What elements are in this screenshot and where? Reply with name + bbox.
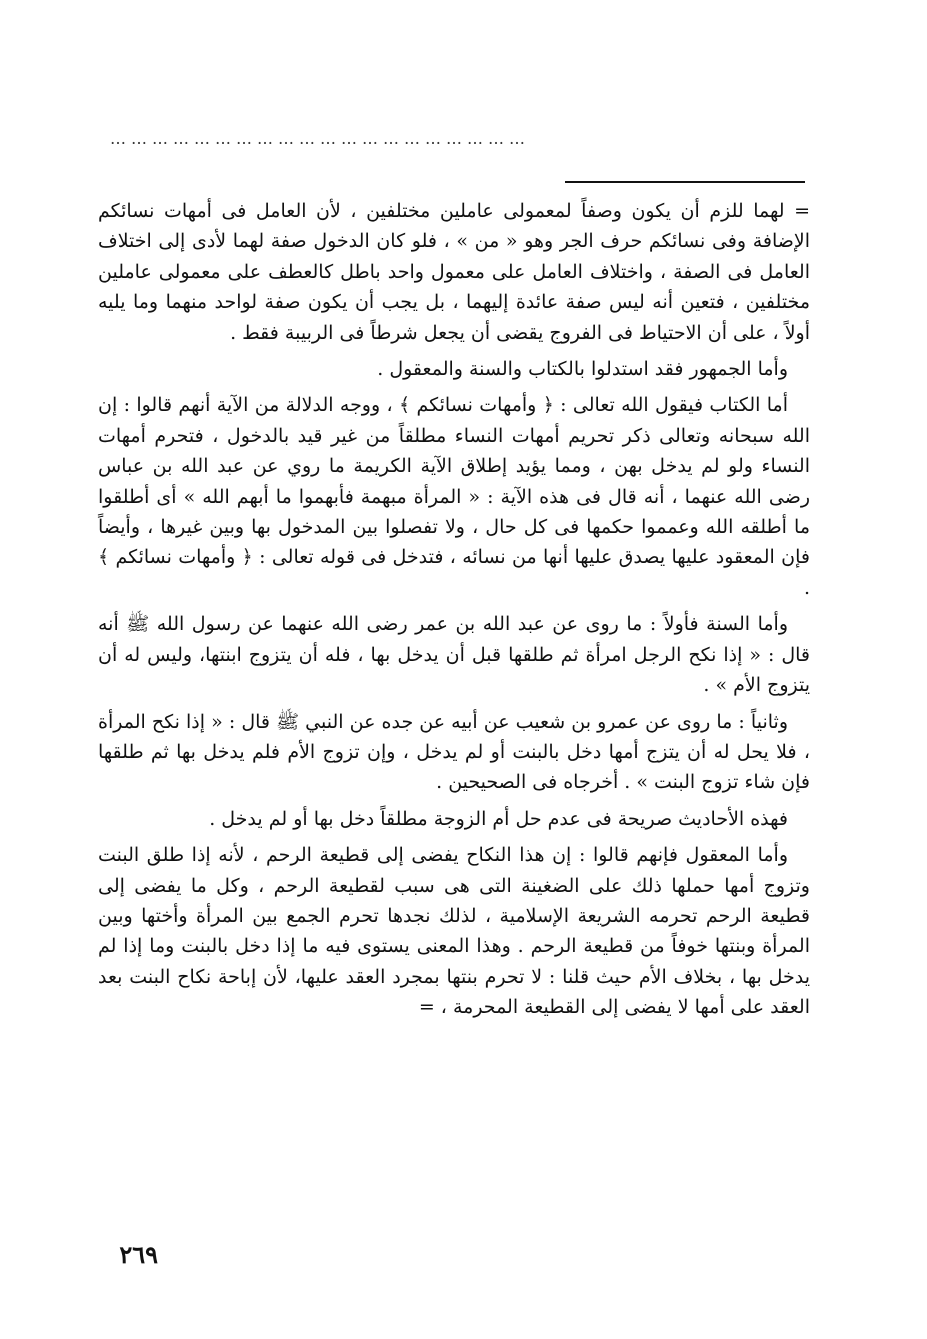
- page-number: ٢٦٩: [119, 1240, 158, 1269]
- paragraph-kitab: أما الكتاب فيقول الله تعالى : ﴿ وأمهات نسائكم ﴾ ، ووجه الدلالة من الآية أنهم قالوا : إن الله سبحانه وتعالى ذكر تحريم أمهات النساء مطلقاً من غير قيد بالدخول ، فتحرم أمهات النساء ولو لم يدخل بهن ، ومما يؤيد إطلاق الآية الكريمة ما روي عن عبد الله بن عباس رضى الله عنهما ، أنه قال فى هذه الآية : « المرأة مبهمة فأبهموا ما أبهم الله » أى أطلقوا ما أطلقه الله وعمموا حكمها فى كل حال ، ولا تفصلوا بين المدخول بها وبين غيرها ، وأيضاً فإن المعقود عليها يصدق عليها أنها من نسائه ، فتدخل فى قوله تعالى : ﴿ وأمهات نسائكم ﴾ .: [98, 394, 810, 599]
- paragraph-jumhur: وأما الجمهور فقد استدلوا بالكتاب والسنة والمعقول .: [377, 358, 788, 381]
- footnote-rule: [565, 181, 805, 183]
- paragraph-hadith-summary: فهذه الأحاديث صريحة فى عدم حل أم الزوجة مطلقاً دخل بها أو لم يدخل .: [209, 807, 788, 830]
- paragraph-maqool: وأما المعقول فإنهم قالوا : إن هذا النكاح يفضى إلى قطيعة الرحم ، لأنه إذا طلق البنت وتزوج أمها حملها ذلك على الضغينة التى هى سبب لقطيعة الرحم ، وكل ما يفضى إلى قطيعة الرحم تحرمه الشريعة الإسلامية ، لذلك نجدها تحرم الجمع بين المرأة وأختها وبين المرأة وبنتها خوفاً من قطيعة الرحم . وهذا المعنى يستوى فيه ما إذا دخل بالبنت وما إذا لم يدخل بها ، بخلاف الأم حيث قلنا : لا تحرم بنتها بمجرد العقد عليها، لأن إباحة نكاح البنت بعد العقد على أمها لا يفضى إلى القطيعة المحرمة ، =: [98, 844, 810, 1019]
- page-body: [98, 196, 810, 1029]
- paragraph-sunnah-first: وأما السنة فأولاً : ما روى عن عبد الله بن عمر رضى الله عنهما عن رسول الله ﷺ أنه قال : « إذا نكح الرجل امرأة ثم طلقها قبل أن يدخل بها ، فله أن يتزوج ابنتها، وليس له أن يتزوج الأم » .: [98, 613, 810, 697]
- separator-dots: ……………………………………………………: [110, 132, 530, 146]
- paragraph-sunnah-second: وثانياً : ما روى عن عمرو بن شعيب عن أبيه عن جده عن النبي ﷺ قال : « إذا نكح المرأة ، فلا يحل له أن يتزج أمها دخل بالبنت أو لم يدخل ، وإن تزوج الأم فلم يدخل بها ثم طلقها فإن شاء تزوج البنت » . أخرجاه فى الصحيحين .: [98, 710, 810, 794]
- paragraph-continuation: = لهما للزم أن يكون وصفاً لمعمولى عاملين مختلفين ، لأن العامل فى أمهات نسائكم الإضافة وفى نسائكم حرف الجر وهو « من » ، فلو كان الدخول صفة لهما لأدى إلى اختلاف العامل فى الصفة ، واختلاف العامل على معمول واحد باطل كالعطف على معمولى عاملين مختلفين ، فتعين أنه ليس صفة عائدة إليهما ، بل يجب أن يكون صفة لواحد منهما وما يليه أولاً ، على أن الاحتياط فى الفروج يقضى أن يجعل شرطاً فى الربيبة فقط .: [98, 200, 810, 344]
